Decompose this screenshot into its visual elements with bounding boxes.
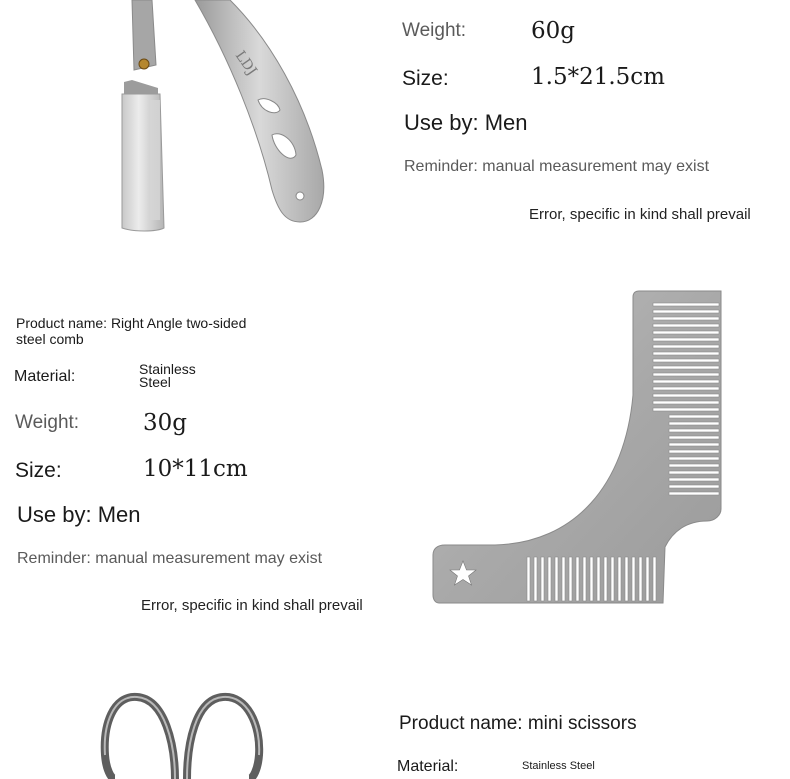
size-label: Size:	[15, 459, 62, 482]
reminder-text: Reminder: manual measurement may exist	[17, 550, 323, 567]
handle-engraving: LDJ	[231, 48, 260, 79]
material-value-line2: Steel	[139, 374, 171, 390]
product-name: Product name: mini scissors	[399, 713, 637, 734]
material-value: Stainless Steel	[522, 760, 595, 772]
product-name-line2: steel comb	[16, 331, 84, 347]
product-name-line1: Product name: Right Angle two-sided	[16, 315, 247, 331]
material-value-line1: Stainless	[139, 361, 196, 377]
material-label: Material:	[14, 368, 76, 385]
weight-label: Weight:	[15, 412, 80, 433]
weight-label: Weight:	[402, 20, 467, 41]
size-value: 1.5*21.5cm	[531, 64, 665, 90]
size-value: 10*11cm	[143, 456, 248, 482]
reminder-text: Reminder: manual measurement may exist	[404, 158, 710, 175]
size-label: Size:	[402, 67, 449, 90]
use-by: Use by: Men	[404, 110, 528, 135]
mini-scissors-image	[95, 685, 275, 779]
material-label: Material:	[397, 758, 459, 775]
use-by: Use by: Men	[17, 502, 141, 527]
straight-razor-image	[100, 0, 340, 240]
error-text: Error, specific in kind shall prevail	[141, 597, 363, 614]
weight-value: 60g	[531, 18, 575, 44]
right-angle-comb-image	[425, 285, 730, 610]
error-text: Error, specific in kind shall prevail	[529, 206, 751, 223]
weight-value: 30g	[143, 410, 187, 436]
